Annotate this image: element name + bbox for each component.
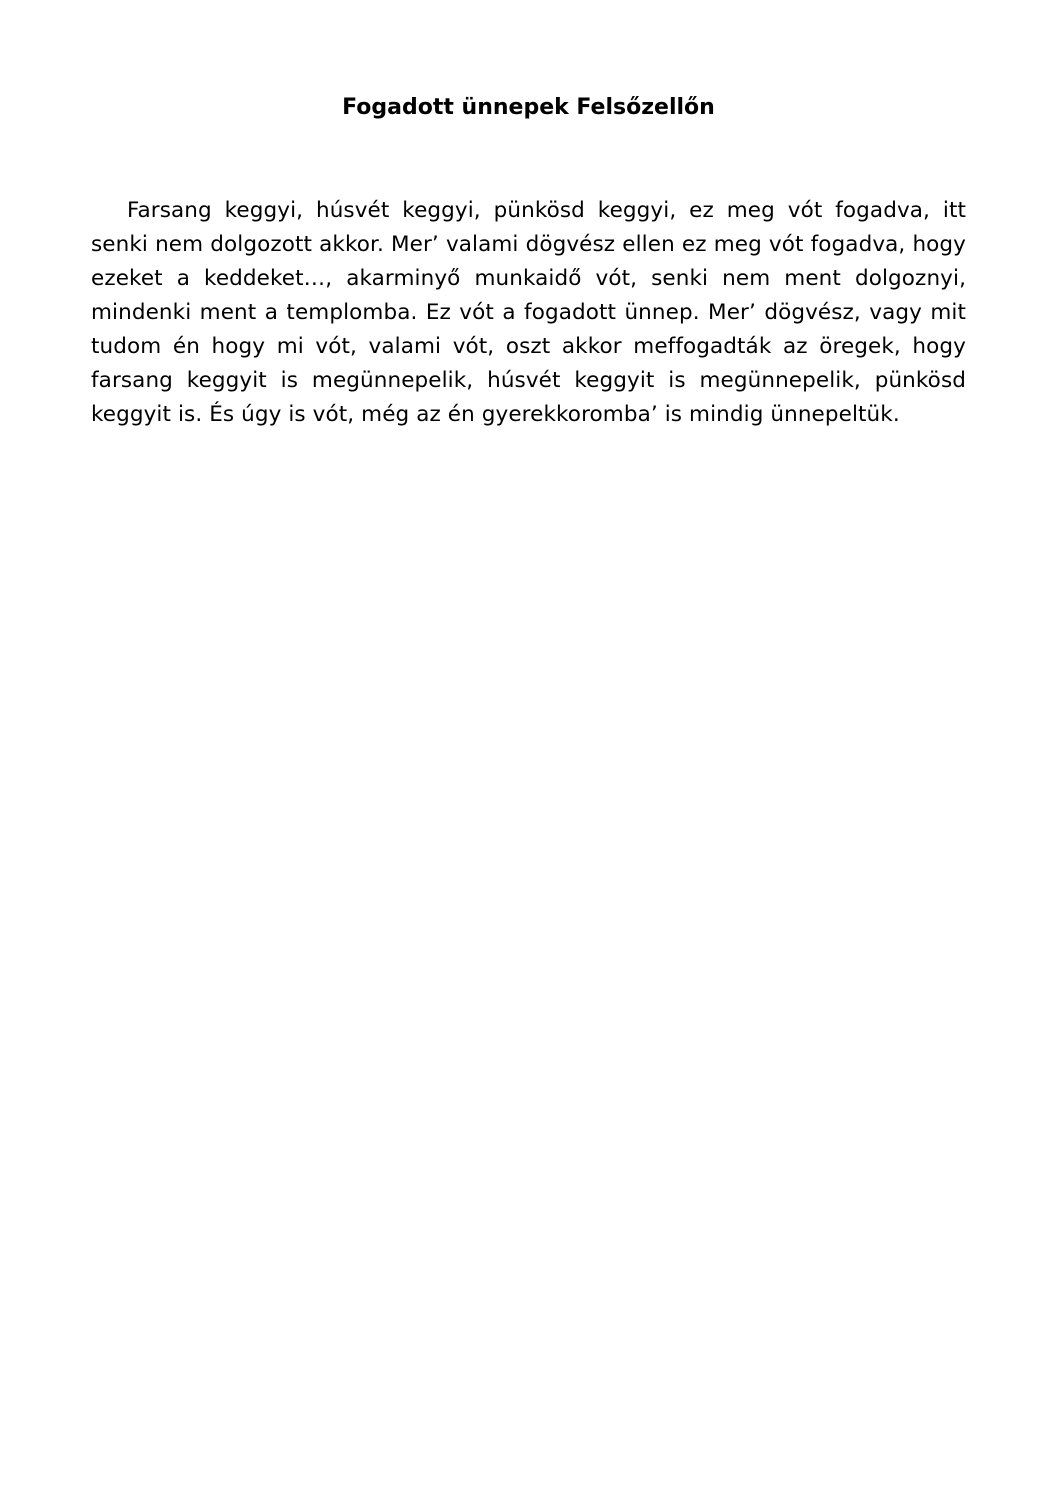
document-title: Fogadott ünnepek Felsőzellőn [342, 95, 715, 120]
body-paragraph: Farsang keggyi, húsvét keggyi, pünkösd keggyi, ez meg vót fogadva, itt senki nem dolgozott akkor. Mer’ valami dögvész ellen ez meg vót fogadva, hogy ezeket a keddeket…, akarminyő munkaidő vót, senki nem ment dolgoznyi, mindenki ment a templomba. Ez vót a fogadott ünnep. Mer’ dögvész, vagy mit tudom én hogy mi vót, valami vót, oszt akkor meffogadták az öregek, hogy farsang keggyit is megünnepelik, húsvét keggyit is megünnepelik, pünkösd keggyit is. És úgy is vót, még az én gyerekkoromba’ is mindig ünnepeltük. [91, 198, 966, 427]
